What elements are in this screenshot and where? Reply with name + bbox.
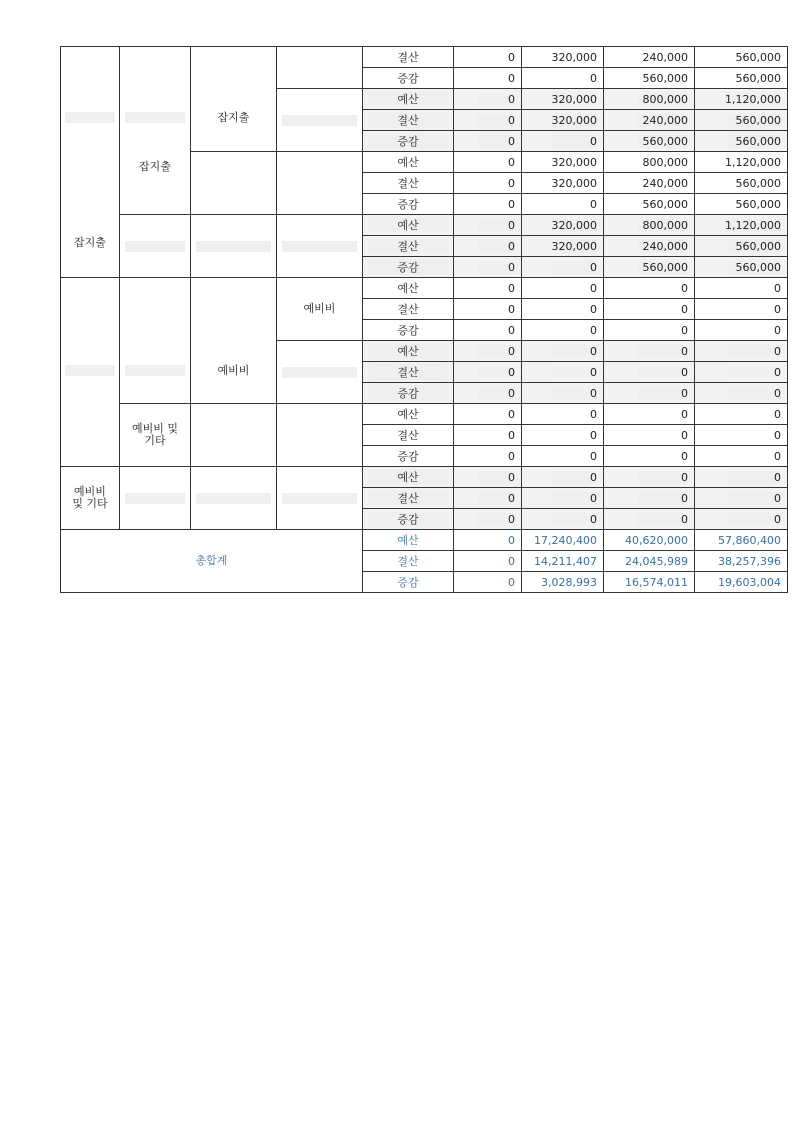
cell-c1: 0 [454,446,522,467]
cell-c2: 0 [522,299,604,320]
cell-c3: 800,000 [604,152,695,173]
cell-c4: 0 [695,425,788,446]
row-type: 예산 [363,467,454,488]
cell-c2: 17,240,400 [522,530,604,551]
cell-c3: 0 [604,404,695,425]
cell-c1: 0 [454,131,522,152]
cell-c2: 0 [522,467,604,488]
cell-c2: 320,000 [522,236,604,257]
cell-c3: 240,000 [604,236,695,257]
row-type: 증감 [363,131,454,152]
cell-c3: 800,000 [604,89,695,110]
category-reserve-l4 [277,278,363,341]
cell-c3: 240,000 [604,110,695,131]
cell-c2: 0 [522,509,604,530]
category-empty [191,152,277,215]
category-label: 잡지출 [217,111,250,124]
cell-c2: 0 [522,425,604,446]
category-label: 예비비 [74,485,106,498]
cell-c2: 0 [522,68,604,89]
cell-c4: 57,860,400 [695,530,788,551]
cell-c3: 0 [604,383,695,404]
category-reserve-l2 [120,278,191,404]
row-type: 결산 [363,47,454,68]
cell-c1: 0 [454,488,522,509]
cell-c1: 0 [454,362,522,383]
cell-c2: 320,000 [522,152,604,173]
cell-c3: 24,045,989 [604,551,695,572]
category-empty [277,152,363,215]
category-empty [191,404,277,467]
cell-c2: 0 [522,404,604,425]
cell-c2: 14,211,407 [522,551,604,572]
table-row [61,278,788,299]
category-placeholder [277,467,363,530]
category-reserve-etc-l1 [61,467,120,530]
row-type: 결산 [363,110,454,131]
cell-c3: 0 [604,446,695,467]
cell-c1: 0 [454,194,522,215]
cell-c4: 0 [695,446,788,467]
cell-c2: 320,000 [522,110,604,131]
cell-c4: 38,257,396 [695,551,788,572]
cell-c2: 0 [522,194,604,215]
category-label: 예비비 [303,302,336,315]
cell-c4: 560,000 [695,173,788,194]
cell-c4: 0 [695,509,788,530]
cell-c3: 240,000 [604,47,695,68]
cell-c3: 0 [604,488,695,509]
cell-c1: 0 [454,89,522,110]
cell-c4: 1,120,000 [695,152,788,173]
cell-c4: 1,120,000 [695,215,788,236]
cell-c4: 0 [695,320,788,341]
category-misc-l2 [120,47,191,215]
cell-c1: 0 [454,68,522,89]
cell-c4: 560,000 [695,47,788,68]
category-label: 및 기타 [72,497,108,510]
row-type: 결산 [363,488,454,509]
cell-c3: 0 [604,509,695,530]
row-type: 결산 [363,173,454,194]
category-reserve-l3 [191,278,277,404]
cell-c1: 0 [454,530,522,551]
cell-c3: 560,000 [604,257,695,278]
category-placeholder [277,341,363,404]
row-type: 결산 [363,551,454,572]
cell-c2: 0 [522,362,604,383]
cell-c2: 320,000 [522,215,604,236]
cell-c2: 0 [522,131,604,152]
cell-c1: 0 [454,110,522,131]
cell-c1: 0 [454,47,522,68]
row-type: 예산 [363,278,454,299]
category-placeholder [120,467,191,530]
category-placeholder [277,89,363,152]
cell-c4: 0 [695,488,788,509]
cell-c4: 19,603,004 [695,572,788,593]
row-type: 증감 [363,446,454,467]
cell-c4: 560,000 [695,131,788,152]
cell-c2: 0 [522,257,604,278]
category-label: 예비비 [217,364,250,377]
cell-c1: 0 [454,299,522,320]
cell-c4: 560,000 [695,236,788,257]
cell-c1: 0 [454,572,522,593]
category-label: 잡지출 [139,160,171,173]
cell-c1: 0 [454,257,522,278]
row-type: 증감 [363,194,454,215]
row-type: 예산 [363,215,454,236]
cell-c4: 560,000 [695,257,788,278]
cell-c3: 0 [604,362,695,383]
cell-c4: 1,120,000 [695,89,788,110]
cell-c2: 0 [522,341,604,362]
row-type: 예산 [363,530,454,551]
total-row [61,530,788,551]
row-type: 증감 [363,383,454,404]
cell-c1: 0 [454,404,522,425]
cell-c2: 320,000 [522,47,604,68]
cell-c2: 0 [522,278,604,299]
cell-c3: 800,000 [604,215,695,236]
row-type: 예산 [363,152,454,173]
cell-c3: 560,000 [604,194,695,215]
row-type: 결산 [363,362,454,383]
cell-c2: 0 [522,446,604,467]
cell-c4: 0 [695,341,788,362]
cell-c3: 240,000 [604,173,695,194]
category-label: 기타 [144,434,166,447]
cell-c3: 0 [604,299,695,320]
table-body [61,47,788,593]
cell-c4: 0 [695,404,788,425]
cell-c2: 3,028,993 [522,572,604,593]
row-type: 결산 [363,236,454,257]
cell-c3: 0 [604,320,695,341]
cell-c1: 0 [454,509,522,530]
row-type: 증감 [363,320,454,341]
cell-c1: 0 [454,551,522,572]
cell-c3: 0 [604,467,695,488]
cell-c2: 320,000 [522,173,604,194]
cell-c4: 0 [695,278,788,299]
cell-c3: 0 [604,278,695,299]
cell-c3: 40,620,000 [604,530,695,551]
category-misc-l1 [61,47,120,278]
cell-c1: 0 [454,320,522,341]
cell-c1: 0 [454,425,522,446]
category-placeholder [120,215,191,278]
category-reserve-etc [120,404,191,467]
cell-c4: 0 [695,467,788,488]
cell-c4: 0 [695,383,788,404]
cell-c4: 0 [695,362,788,383]
cell-c1: 0 [454,467,522,488]
cell-c2: 0 [522,488,604,509]
cell-c1: 0 [454,341,522,362]
cell-c2: 320,000 [522,89,604,110]
category-label: 잡지출 [74,236,106,249]
row-type: 예산 [363,404,454,425]
cell-c4: 560,000 [695,194,788,215]
table-row [61,404,788,425]
row-type: 증감 [363,572,454,593]
row-type: 결산 [363,425,454,446]
cell-c3: 16,574,011 [604,572,695,593]
row-type: 결산 [363,299,454,320]
cell-c2: 0 [522,383,604,404]
cell-c3: 0 [604,425,695,446]
category-placeholder [277,215,363,278]
category-empty [277,47,363,89]
budget-table [60,46,788,593]
cell-c3: 560,000 [604,68,695,89]
category-reserve-l1 [61,278,120,467]
category-misc-l3 [191,47,277,152]
grand-total-label: 총합계 [61,530,363,593]
table-row [61,467,788,488]
table-row [61,215,788,236]
cell-c2: 0 [522,320,604,341]
cell-c4: 0 [695,299,788,320]
row-type: 예산 [363,341,454,362]
row-type: 예산 [363,89,454,110]
row-type: 증감 [363,257,454,278]
cell-c1: 0 [454,173,522,194]
cell-c1: 0 [454,152,522,173]
cell-c4: 560,000 [695,110,788,131]
row-type: 증감 [363,68,454,89]
cell-c3: 560,000 [604,131,695,152]
cell-c1: 0 [454,215,522,236]
cell-c3: 0 [604,341,695,362]
category-placeholder [191,467,277,530]
cell-c1: 0 [454,383,522,404]
category-label: 예비비 및 [131,422,178,435]
cell-c1: 0 [454,278,522,299]
category-empty [277,404,363,467]
table-row [61,47,788,68]
category-placeholder [191,215,277,278]
cell-c4: 560,000 [695,68,788,89]
cell-c1: 0 [454,236,522,257]
row-type: 증감 [363,509,454,530]
